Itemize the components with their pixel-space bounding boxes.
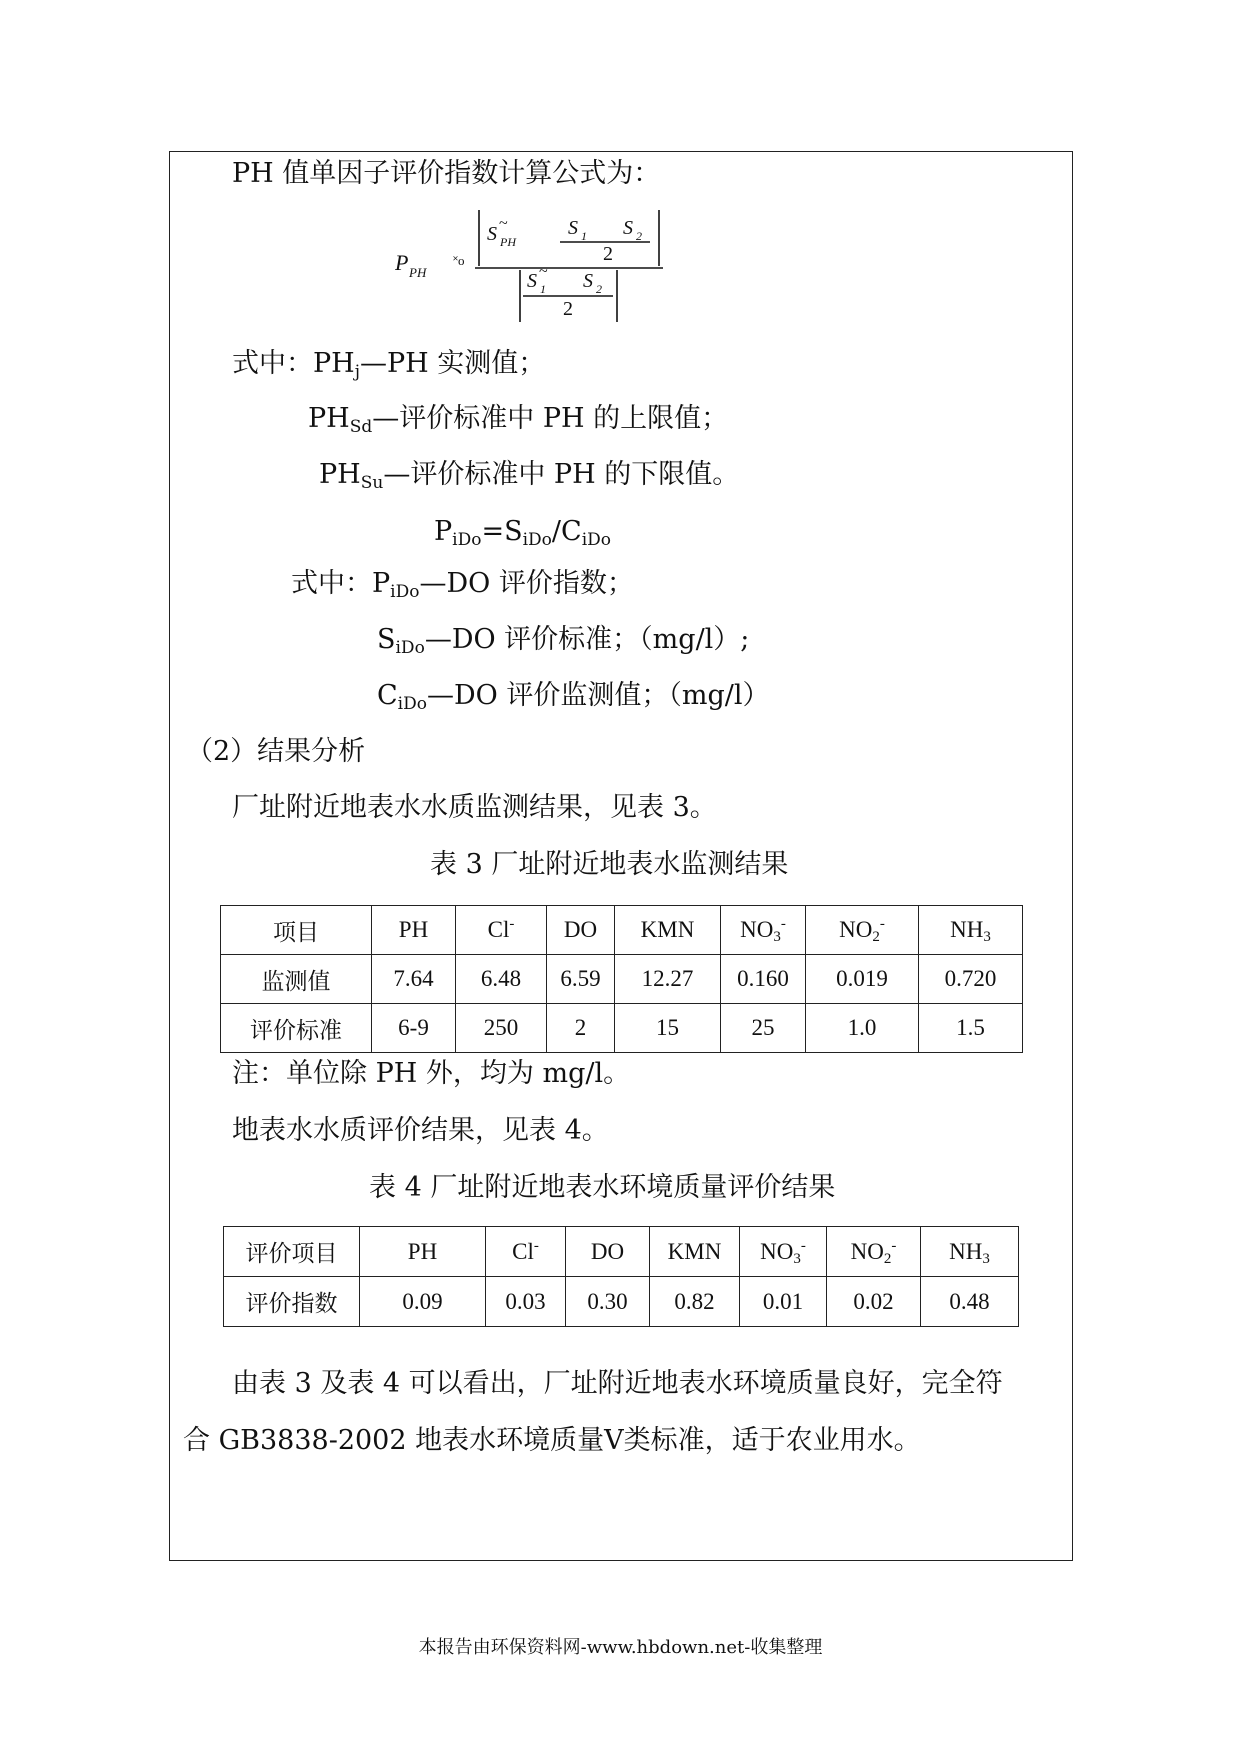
def-pido	[291, 567, 634, 601]
def-phj-text: —PH 实测值；	[360, 348, 546, 379]
table-header-cell: KMN	[615, 906, 721, 955]
table-header-cell	[827, 1227, 921, 1277]
def-pido-text: —DO 评价指数；	[419, 568, 634, 599]
table-cell: 250	[456, 1004, 547, 1053]
def-sido-text: —DO 评价标准；（mg/l）;	[424, 624, 750, 655]
header-text: NH	[949, 1238, 983, 1264]
subscript-3: 3	[773, 929, 781, 945]
conclusion-line-2: 合 GB3838-2002 地表水环境质量Ⅴ类标准，适于农业用水。	[183, 1425, 921, 1456]
def-sub: iDo	[395, 638, 425, 658]
conclusion-line-1: 由表 3 及表 4 可以看出，厂址附近地表水环境质量良好，完全符	[232, 1368, 1003, 1399]
table-header-cell	[806, 906, 919, 955]
do-slash-c: /C	[551, 516, 582, 547]
def-prefix: 式中：	[232, 348, 313, 379]
formula-den-two: 2	[563, 298, 573, 320]
table-header-cell: 项目	[221, 906, 372, 955]
formula-lhs: P	[395, 250, 409, 275]
formula-num-s1-sub: 1	[581, 229, 587, 243]
subscript-2: 2	[883, 1250, 892, 1267]
section-heading: （2）结果分析	[186, 736, 366, 767]
do-eq-s: =S	[481, 516, 523, 547]
table-header-cell: 评价项目	[224, 1227, 360, 1277]
ph-sub-sd: Sd	[349, 417, 373, 437]
table-cell: 25	[721, 1004, 806, 1053]
def-phsd	[308, 402, 728, 436]
subscript-2: 2	[872, 929, 880, 945]
ph-index-formula	[395, 200, 695, 335]
ph-symbol: PH	[308, 403, 350, 434]
def-phj	[232, 347, 545, 381]
header-text: NO	[740, 917, 774, 942]
table-cell: 1.0	[806, 1004, 919, 1053]
do-sub: iDo	[452, 530, 482, 550]
table-cell: 0.01	[740, 1277, 827, 1327]
table-cell: 评价指数	[224, 1277, 360, 1327]
table-cell: 1.5	[919, 1004, 1023, 1053]
table-header-cell	[921, 1227, 1019, 1277]
do-sub: iDo	[522, 530, 552, 550]
header-text: Cl	[487, 917, 510, 942]
formula-num-s1: S	[568, 217, 578, 239]
table-header-cell: PH	[372, 906, 456, 955]
subscript-3: 3	[983, 929, 991, 945]
def-sido	[377, 623, 749, 657]
formula-num-s-sub: PH	[500, 235, 516, 249]
table-header-cell: PH	[360, 1227, 486, 1277]
table-row	[221, 1004, 1023, 1053]
table4	[223, 1226, 1019, 1327]
superscript-minus: -	[509, 916, 515, 932]
table-cell: 0.03	[486, 1277, 566, 1327]
superscript-minus: -	[879, 916, 885, 932]
table-cell: 0.30	[566, 1277, 650, 1327]
formula-intro: PH 值单因子评价指数计算公式为：	[232, 158, 661, 189]
def-c: C	[377, 680, 398, 711]
formula-den-s1-sub: 1	[540, 282, 546, 296]
def-cido-text: —DO 评价监测值；（mg/l）	[426, 680, 770, 711]
subscript-3: 3	[982, 1250, 990, 1267]
def-phsu-text: —评价标准中 PH 的下限值。	[383, 459, 740, 490]
formula-num-s2-sub: 2	[636, 229, 642, 243]
table-header-cell	[919, 906, 1023, 955]
subscript-3: 3	[793, 1250, 801, 1267]
def-sub: iDo	[390, 582, 420, 602]
table-header-cell	[740, 1227, 827, 1277]
superscript-minus: -	[533, 1237, 539, 1254]
table-header-cell	[721, 906, 806, 955]
table-header-cell	[486, 1227, 566, 1277]
table-cell: 6.48	[456, 955, 547, 1004]
def-s: S	[377, 624, 396, 655]
do-p: P	[434, 516, 453, 547]
superscript-minus: -	[891, 1237, 897, 1254]
ph-symbol: PH	[313, 348, 355, 379]
table-cell: 评价标准	[221, 1004, 372, 1053]
table3-header-row	[221, 906, 1023, 955]
formula-equal-symbol: ˟o	[453, 253, 465, 268]
formula-num-two: 2	[603, 243, 613, 265]
formula-lhs-sub: PH	[409, 265, 427, 280]
table-cell: 监测值	[221, 955, 372, 1004]
table-cell: 0.09	[360, 1277, 486, 1327]
def-prefix: 式中：	[291, 568, 372, 599]
header-text: NH	[950, 917, 984, 942]
header-text: NO	[850, 1238, 884, 1264]
table-cell: 0.720	[919, 955, 1023, 1004]
formula-den-s2-sub: 2	[596, 282, 602, 296]
ph-sub-su: Su	[360, 473, 384, 493]
formula-den-tilde: ~	[539, 263, 548, 280]
table-cell: 0.160	[721, 955, 806, 1004]
def-cido	[377, 679, 769, 713]
header-text: Cl	[512, 1238, 534, 1264]
formula-den-s1: S	[527, 270, 537, 292]
table-cell: 0.48	[921, 1277, 1019, 1327]
table-header-cell: DO	[547, 906, 615, 955]
table-cell: 0.02	[827, 1277, 921, 1327]
formula-den-s2: S	[583, 270, 593, 292]
table-cell: 0.82	[650, 1277, 740, 1327]
table-cell: 6.59	[547, 955, 615, 1004]
ph-symbol: PH	[319, 459, 361, 490]
page-footer: 本报告由环保资料网-www.hbdown.net-收集整理	[418, 1637, 823, 1658]
para-table4-intro: 地表水水质评价结果，见表 4。	[232, 1115, 609, 1146]
table-cell: 12.27	[615, 955, 721, 1004]
do-sub: iDo	[581, 530, 611, 550]
table-cell: 7.64	[372, 955, 456, 1004]
table3-caption: 表 3 厂址附近地表水监测结果	[430, 849, 789, 880]
superscript-minus: -	[780, 916, 786, 932]
ph-sub-j: j	[354, 362, 360, 382]
superscript-minus: -	[800, 1237, 806, 1254]
formula-num-s2: S	[623, 217, 633, 239]
header-text: NO	[839, 917, 873, 942]
formula-num-tilde: ~	[499, 215, 508, 232]
header-text: NO	[760, 1238, 794, 1264]
table-header-cell	[456, 906, 547, 955]
def-phsu	[319, 458, 739, 492]
table-row	[221, 955, 1023, 1004]
table-cell: 6-9	[372, 1004, 456, 1053]
table4-header-row	[224, 1227, 1019, 1277]
table-cell: 0.019	[806, 955, 919, 1004]
table-header-cell: KMN	[650, 1227, 740, 1277]
formula-num-s: S	[487, 223, 497, 245]
def-sub: iDo	[397, 694, 427, 714]
table-header-cell: DO	[566, 1227, 650, 1277]
def-phsd-text: —评价标准中 PH 的上限值；	[372, 403, 729, 434]
table-cell: 2	[547, 1004, 615, 1053]
table-cell: 15	[615, 1004, 721, 1053]
table4-caption: 表 4 厂址附近地表水环境质量评价结果	[369, 1172, 836, 1203]
def-p: P	[372, 568, 391, 599]
table3-note: 注：单位除 PH 外，均为 mg/l。	[232, 1058, 631, 1089]
table3	[220, 905, 1023, 1053]
do-formula	[434, 515, 611, 549]
table-row	[224, 1277, 1019, 1327]
para-table3-intro: 厂址附近地表水水质监测结果，见表 3。	[232, 792, 717, 823]
